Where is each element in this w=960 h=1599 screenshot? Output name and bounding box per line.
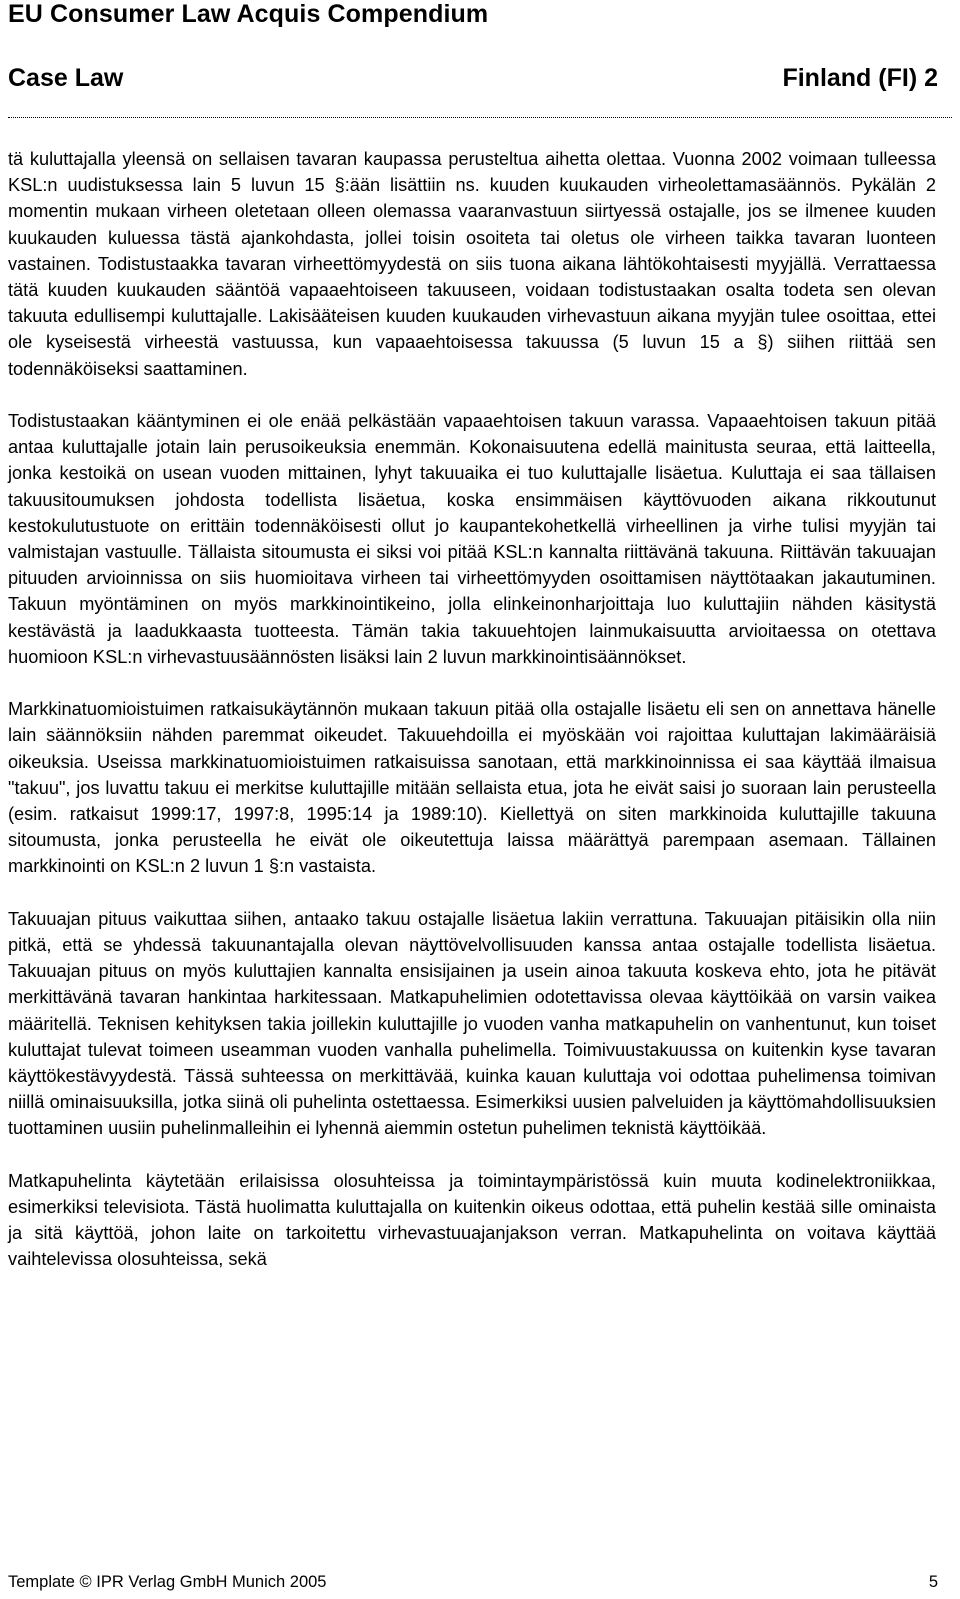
page-number: 5 xyxy=(928,1573,938,1591)
paragraph-3: Markkinatuomioistuimen ratkaisukäytännön mukaan takuun pitää olla ostajalle lisäetu eli sen on annettava hänelle lain säännöksiin nähden paremmat oikeudet. Takuuehdoilla ei myöskään voi rajoittaa kuluttajan lakimääräisiä oikeuksia. Useissa markkinatuomioistuimen ratkaisuissa sanotaan, että markkinoinnissa ei saa käyttää ilmaisua "takuu", jos luvattu takuu ei merkitse kuluttajille mitään sellaista etua, jota he eivät saisi jo suoraan lain perusteella (esim. ratkaisut 1999:17, 1997:8, 1995:14 ja 1989:10). Kiellettyä on siten markkinoida kuluttajille takuuna sitoumusta, jonka perusteella he eivät ole oikeutettuja laissa määrättyä parempaan asemaan. Tällainen markkinointi on KSL:n 2 luvun 1 §:n vastaista. xyxy=(8,699,936,877)
paragraph-2: Todistustaakan kääntyminen ei ole enää pelkästään vapaaehtoisen takuun varassa. Vapaaehtoisen takuun pitää antaa kuluttajalle jotain lain perusoikeuksia enemmän. Kokonaisuutena edellä mainitusta seuraa, että laitteella, jonka kestoikä on usean vuoden mittainen, lyhyt takuuaika ei tuo kuluttajalle lisäetua. Kuluttaja ei saa tällaisen takuusitoumuksen johdosta todellista lisäetua, koska ensimmäisen käyttövuoden aikana rikkoutunut kestokulutustuote on erittäin todennäköisesti ollut jo kaupantekohetkellä virheellinen ja virhe tulisi myyjän tai valmistajan vastuulle. Tällaista sitoumusta ei siksi voi pitää KSL:n kannalta riittävänä takuuna. Riittävän takuuajan pituuden arvioinnissa on siis huomioitava virheen tai virheettömyyden osoittamisen näyttötaakan jakautuminen. Takuun myöntäminen on myös markkinointikeino, jolla elinkeinonharjoittaja luo kuluttajiin nähden käsitystä kestävästä ja laadukkaasta tuotteesta. Tämän takia takuuehtojen lainmukaisuutta arvioitaessa on otettava huomioon KSL:n virhevastuusäännösten lisäksi lain 2 luvun markkinointisäännökset. xyxy=(8,411,936,667)
footer-template-notice: Template © IPR Verlag GmbH Munich 2005 xyxy=(8,1573,327,1591)
document-title: EU Consumer Law Acquis Compendium xyxy=(8,0,489,28)
paragraph-5: Matkapuhelinta käytetään erilaisissa olosuhteissa ja toimintaympäristössä kuin muuta kodinelektroniikkaa, esimerkiksi televisiota. Tästä huolimatta kuluttajalla on kuitenkin oikeus odottaa, että puhelin kestää sille ominaista ja sitä käyttöä, johon laite on tarkoitettu virhevastuuajanjakson verran. Matkapuhelinta on voitava käyttää vaihtelevissa olosuhteissa, sekä xyxy=(8,1170,936,1270)
country-page-label: Finland (FI) 2 xyxy=(782,64,938,92)
header-divider xyxy=(8,117,952,118)
paragraph-1: tä kuluttajalla yleensä on sellaisen tavaran kaupassa perusteltua aihetta olettaa. Vuonna 2002 voimaan tulleessa KSL:n uudistuksessa lain 5 luvun 15 §:ään lisättiin ns. kuuden kuukauden virheolettamasäännös. Pykälän 2 momentin mukaan virheen oletetaan olleen olemassa vaaranvastuun siirtyessä ostajalle, jos se ilmenee kuuden kuukauden kuluessa tästä ajankohdasta, jollei toisin osoiteta tai oletus ole virheen taikka tavaran luonteen vastainen. Todistustaakka tavaran virheettömyydestä on siis tuona aikana lähtökohtaisesti myyjällä. Verrattaessa tätä kuuden kuukauden sääntöä vapaaehtoiseen takuuseen, voidaan todistustaakan osalta todeta sen olevan takuuta edullisempi kuluttajalle. Lakisääteisen kuuden kuukauden virhevastuun aikana myyjän tulee osoittaa, ettei ole kyseisestä virheestä vastuussa, kun vapaaehtoisessa takuussa (5 luvun 15 a §) siihen riittää sen todennäköiseksi saattaminen. xyxy=(8,149,936,379)
document-body xyxy=(8,146,936,1299)
paragraph-4: Takuuajan pituus vaikuttaa siihen, antaako takuu ostajalle lisäetua lakiin verrattuna. Takuuajan pitäisikin olla niin pitkä, että se yhdessä takuunantajalla olevan näyttövelvollisuuden kanssa antaa ostajalle todellista lisäetua. Takuuajan pituus on myös kuluttajien kannalta ensisijainen ja usein ainoa takuuta koskeva ehto, jota he pitävät merkittävänä tavaran hankintaa harkitessaan. Matkapuhelimien odotettavissa olevaa käyttöikää on varsin vaikea määritellä. Teknisen kehityksen takia joillekin kuluttajille jo vuoden vanha matkapuhelin on vanhentunut, kun toiset kuluttajat tulevat toimeen useamman vuoden vanhalla puhelimella. Toimivuustakuussa on kuitenkin kyse tavaran käyttökestävyydestä. Tässä suhteessa on merkittävää, kuinka kauan kuluttaja voi odottaa puhelimensa toimivan niillä ominaisuuksilla, jotka siinä oli puhelinta ostettaessa. Esimerkiksi uusien palveluiden ja käyttömahdollisuuksien tuottaminen uusiin puhelinmalleihin ei lyhennä aiemmin ostetun puhelimen teknistä käyttöikää. xyxy=(8,908,936,1139)
section-title: Case Law xyxy=(8,64,124,92)
